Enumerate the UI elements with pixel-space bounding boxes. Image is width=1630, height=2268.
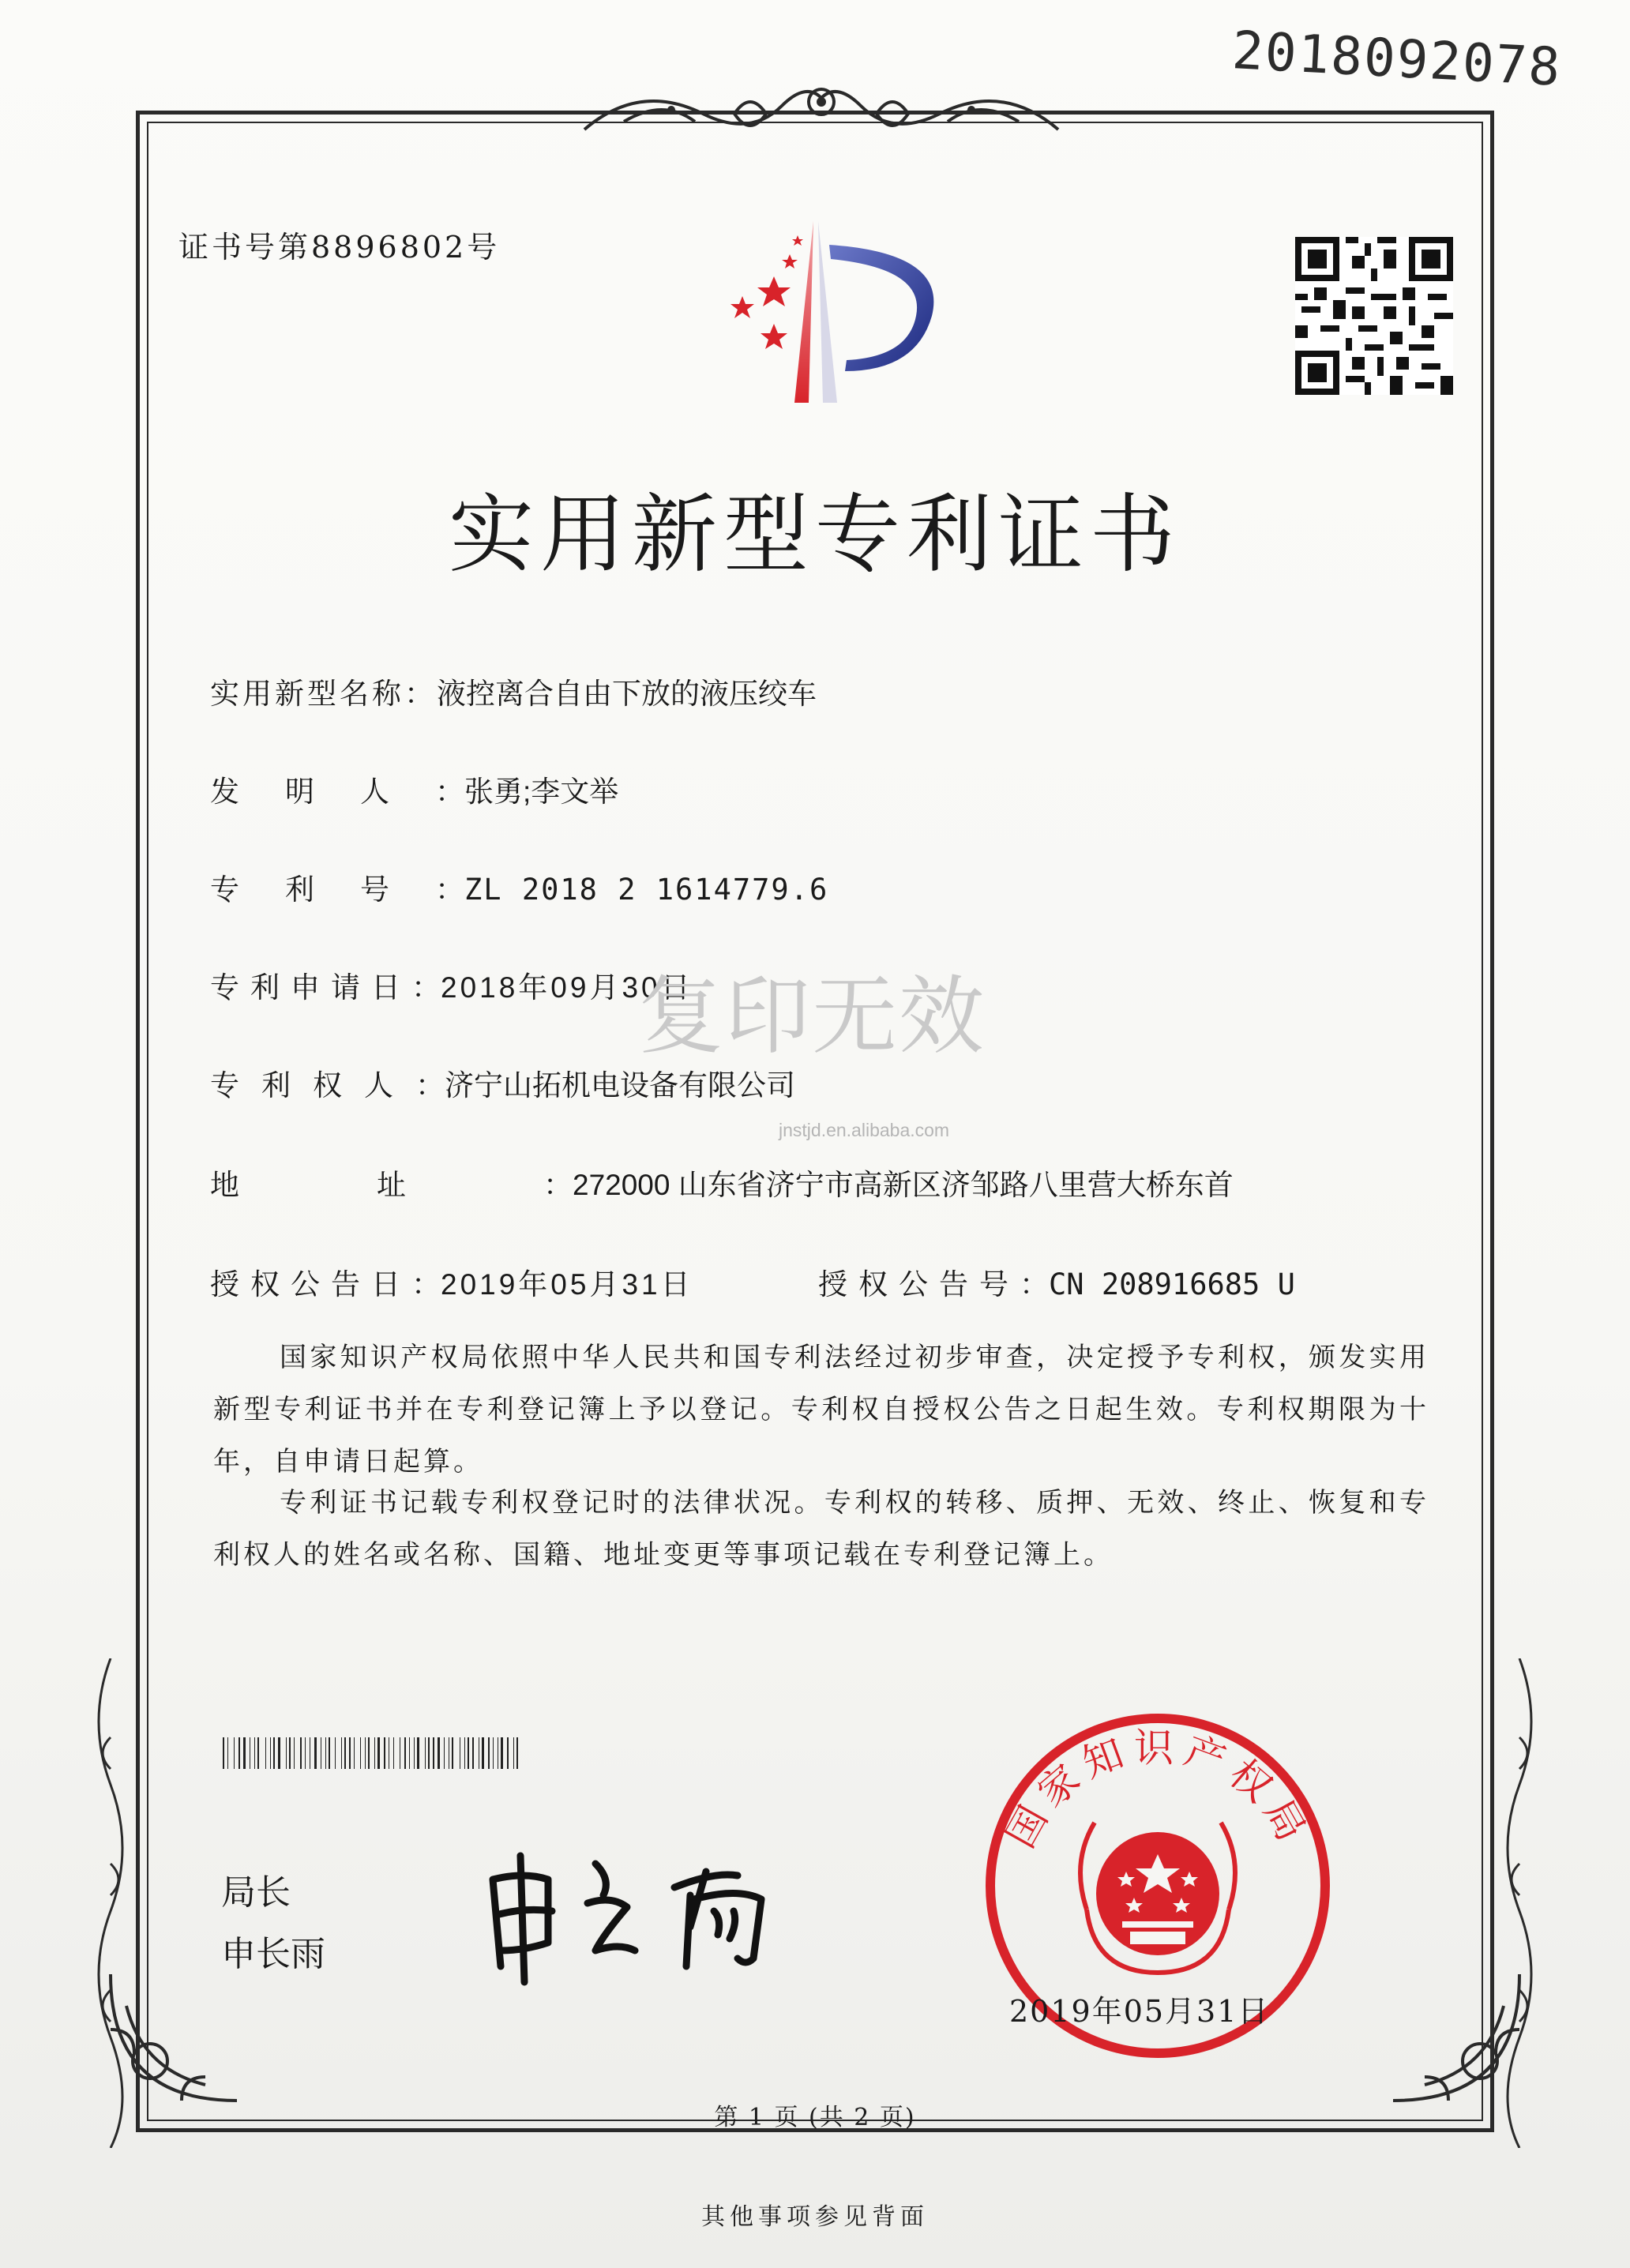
- model-name-label: 实用新型名称：: [210, 677, 437, 711]
- cnipa-logo-icon: [695, 213, 956, 419]
- filing-date-value: 2018年09月30日: [441, 971, 693, 1004]
- patentee-value: 济宁山拓机电设备有限公司: [445, 1069, 795, 1102]
- watermark-text: 复印无效: [638, 968, 986, 1064]
- footer-note: 其他事项参见背面: [701, 2203, 929, 2231]
- certificate-title: 实用新型专利证书: [448, 486, 1181, 584]
- handwritten-number: 2018092078: [1230, 20, 1564, 98]
- seal-date: 2019年05月31日: [1009, 1994, 1270, 2029]
- field-grant-date: [210, 1260, 693, 1303]
- paragraph-1: 国家知识产权局依照中华人民共和国专利法经过初步审查，决定授予专利权，颁发实用新型专利证书并在专利登记簿上予以登记。专利权自授权公告之日起生效。专利权期限为十年，自申请日起算。: [213, 1342, 1429, 1478]
- field-model-name: [210, 670, 817, 712]
- signatory-name: 申长雨: [221, 1935, 325, 1973]
- certificate-number: 证书号第8896802号: [178, 230, 501, 265]
- grant-number-value: CN 208916685 U: [1049, 1267, 1295, 1301]
- patentee-label: 专利权人：: [210, 1068, 467, 1102]
- paragraph-2: 专利证书记载专利权登记时的法律状况。专利权的转移、质押、无效、终止、恢复和专利权人的姓名或名称、国籍、地址变更等事项记载在专利登记簿上。: [213, 1487, 1429, 1571]
- barcode-icon: [223, 1737, 633, 1769]
- patent-number-label: 专利号：: [210, 873, 510, 907]
- top-ornament-icon: [577, 66, 1066, 153]
- watermark-url: jnstjd.en.alibaba.com: [779, 1120, 950, 1140]
- filing-date-label: 专利申请日：: [210, 971, 452, 1004]
- inventor-label: 发明人：: [210, 775, 510, 809]
- address-label: 地址：: [210, 1168, 710, 1202]
- inventor-value: 张勇;李文举: [464, 775, 619, 808]
- address-value: 272000 山东省济宁市高新区济邹路八里营大桥东首: [573, 1169, 1234, 1201]
- grant-date-value: 2019年05月31日: [441, 1268, 693, 1301]
- model-name-value: 液控离合自由下放的液压绞车: [437, 678, 817, 710]
- qr-code-icon: [1295, 237, 1453, 395]
- bottom-right-corner-ornament-icon: [1377, 1958, 1535, 2116]
- signatory-block: [221, 1862, 325, 1985]
- field-inventor: [210, 768, 618, 810]
- page-number: 第 1 页 (共 2 页): [714, 2104, 916, 2131]
- signatory-title: 局长: [221, 1873, 291, 1912]
- field-patent-number: [210, 866, 828, 908]
- field-filing-date: [210, 963, 693, 1006]
- seal-text: 国家知识产权局: [997, 1725, 1319, 1856]
- field-address: [210, 1161, 1234, 1203]
- grant-date-label: 授权公告日：: [210, 1267, 452, 1301]
- patent-number-value: ZL 2018 2 1614779.6: [464, 873, 829, 907]
- grant-number-label: 授权公告号：: [818, 1267, 1060, 1301]
- handwritten-signature-icon: [477, 1832, 840, 1990]
- field-grant-number: [818, 1260, 1295, 1303]
